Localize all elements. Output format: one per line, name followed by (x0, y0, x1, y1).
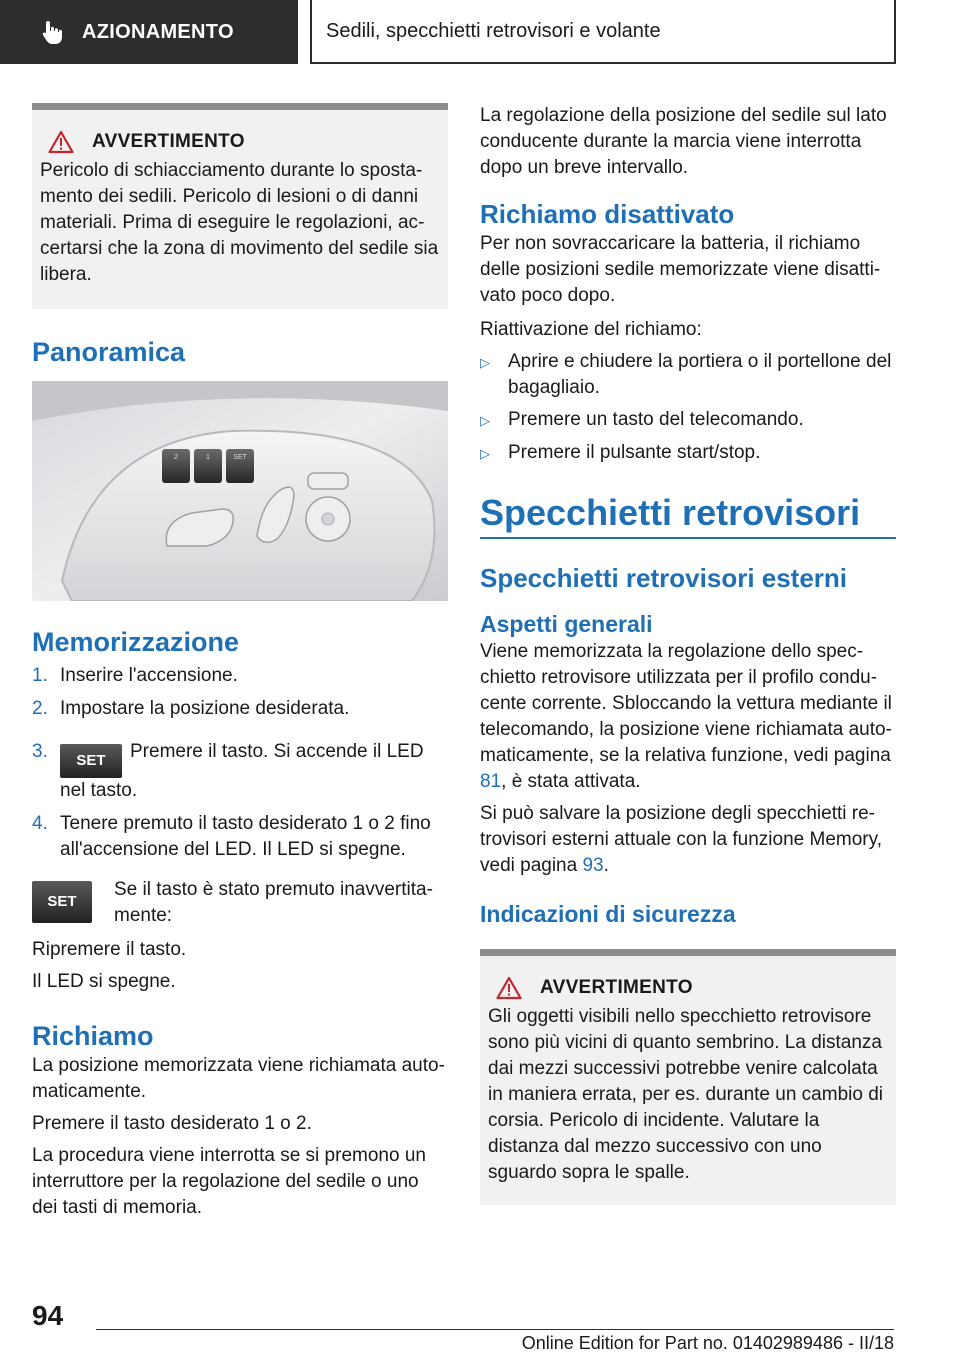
list-item (32, 696, 448, 722)
heading-specchietti-esterni: Specchietti retrovisori esterni (480, 563, 848, 593)
paragraph: Il LED si spegne. (32, 971, 176, 992)
warning-box-mirrors (480, 949, 896, 1205)
memory-button-2-label: 2 (174, 454, 178, 461)
seat-controls-illustration (32, 381, 448, 601)
paragraph-aspetti-2: Si può salvare la posizione degli specchietti retrovisori esterni attuale con la funzione Memory, vedi pagina 93. (480, 803, 882, 876)
warning-title: AVVERTIMENTO (92, 131, 245, 152)
section-tab (0, 0, 298, 64)
bullet-triangle-icon: ▷ (480, 355, 490, 370)
hand-pointer-icon (40, 19, 66, 45)
step-text: Impostare la posizione desiderata. (60, 698, 350, 719)
heading-richiamo: Richiamo (32, 1021, 154, 1051)
bullet-text: Premere il pulsante start/stop. (508, 442, 761, 463)
heading-richiamo-disattivato: Richiamo disattivato (480, 199, 735, 229)
warning-heading (40, 130, 440, 154)
paragraph: La regolazione della posizione del sedile sul lato conducente durante la marcia viene interrotta dopo un breve intervallo. (480, 105, 887, 178)
memory-button-1-label: 1 (206, 454, 210, 461)
step-number: 1. (32, 665, 48, 686)
bullet-text: Aprire e chiudere la portiera o il portellone del bagagliaio. (508, 351, 892, 398)
seat-controls-photo (32, 381, 448, 601)
list-item (32, 811, 448, 863)
heading-aspetti-generali: Aspetti generali (480, 611, 653, 637)
left-column (32, 103, 448, 1221)
list-item (480, 349, 896, 401)
bullet-triangle-icon: ▷ (480, 446, 490, 461)
paragraph-aspetti-1: Viene memorizzata la regolazione dello specchietto retrovisore utilizzata per il profilo conducente corrente. Sbloccando la vettura mediante il telecomando, la posizione viene richiamata automaticamente, se la relativa funzione, vedi pagina 81, è stata attivata. (480, 641, 892, 792)
heading-indicazioni-sicurezza: Indicazioni di sicurezza (480, 901, 736, 927)
paragraph: Per non sovraccaricare la batteria, il richiamo delle posizioni sedile memorizzate viene disattivato poco dopo. (480, 233, 881, 306)
heading-panoramica: Panoramica (32, 337, 186, 367)
set-key-icon: SET (60, 744, 122, 778)
step-number: 3. (32, 741, 48, 762)
paragraph: Ripremere il tasto. (32, 939, 187, 960)
bullet-triangle-icon: ▷ (480, 413, 490, 428)
inadvertent-press-note (32, 877, 448, 929)
list-item (32, 663, 448, 689)
set-key-icon: SET (32, 881, 92, 923)
chapter-title: Sedili, specchietti retrovisori e volante (326, 19, 661, 42)
step-text: Premere il tasto. Si accende il LED nel tasto. (60, 741, 424, 801)
section-title: AZIONAMENTO (82, 20, 234, 43)
heading-memorizzazione: Memorizzazione (32, 627, 240, 657)
footer-edition: Online Edition for Part no. 01402989486 - II/18 (521, 1333, 894, 1353)
right-column (480, 103, 896, 1205)
list-item (32, 729, 448, 804)
bullet-text: Premere un tasto del telecomando. (508, 409, 804, 430)
footer-rule (96, 1329, 894, 1330)
note-text: Se il tasto è stato premuto inavvertitamente: (114, 879, 433, 926)
reactivation-list (480, 349, 896, 467)
memorization-steps (32, 663, 448, 863)
warning-text: Gli oggetti visibili nello specchietto retrovisore sono più vicini di quanto sembrino. La distanza dai mezzi successivi potrebbe venire calcolata in maniera errata, per es. durante un cambio di corsia. Pericolo di incidente. Valutare la distanza dal mezzo successivo con uno sguardo sopra le spalle. (488, 1006, 883, 1183)
paragraph: Premere il tasto desiderato 1 o 2. (32, 1113, 312, 1134)
list-item (480, 440, 896, 467)
warning-triangle-icon (48, 130, 74, 154)
warning-box-seats (32, 103, 448, 309)
step-number: 4. (32, 813, 48, 834)
heading-specchietti-block (480, 491, 896, 539)
list-item (480, 407, 896, 434)
warning-text: Pericolo di schiacciamento durante lo spostamento dei sedili. Pericolo di lesioni o di danni materiali. Prima di eseguire le regolazioni, accertarsi che la zona di movimento del sedile sia libera. (40, 160, 439, 285)
paragraph: Riattivazione del richiamo: (480, 319, 702, 340)
page-link-81[interactable]: 81 (480, 771, 502, 792)
warning-title: AVVERTIMENTO (540, 977, 693, 998)
step-text: Inserire l'accensione. (60, 665, 238, 686)
paragraph: La posizione memorizzata viene richiamata automaticamente. (32, 1055, 445, 1102)
chapter-header (310, 0, 896, 64)
page-number: 94 (32, 1300, 64, 1331)
set-button-label: SET (233, 454, 247, 461)
paragraph: La procedura viene interrotta se si premono un interruttore per la regolazione del sedile o uno dei tasti di memoria. (32, 1145, 426, 1218)
heading-specchietti: Specchietti retrovisori (480, 492, 861, 533)
step-number: 2. (32, 698, 48, 719)
page-link-93[interactable]: 93 (582, 855, 604, 876)
warning-heading (488, 976, 888, 1000)
step-text: Tenere premuto il tasto desiderato 1 o 2 fino all'accensione del LED. Il LED si spegne. (60, 813, 431, 860)
warning-triangle-icon (496, 976, 522, 1000)
